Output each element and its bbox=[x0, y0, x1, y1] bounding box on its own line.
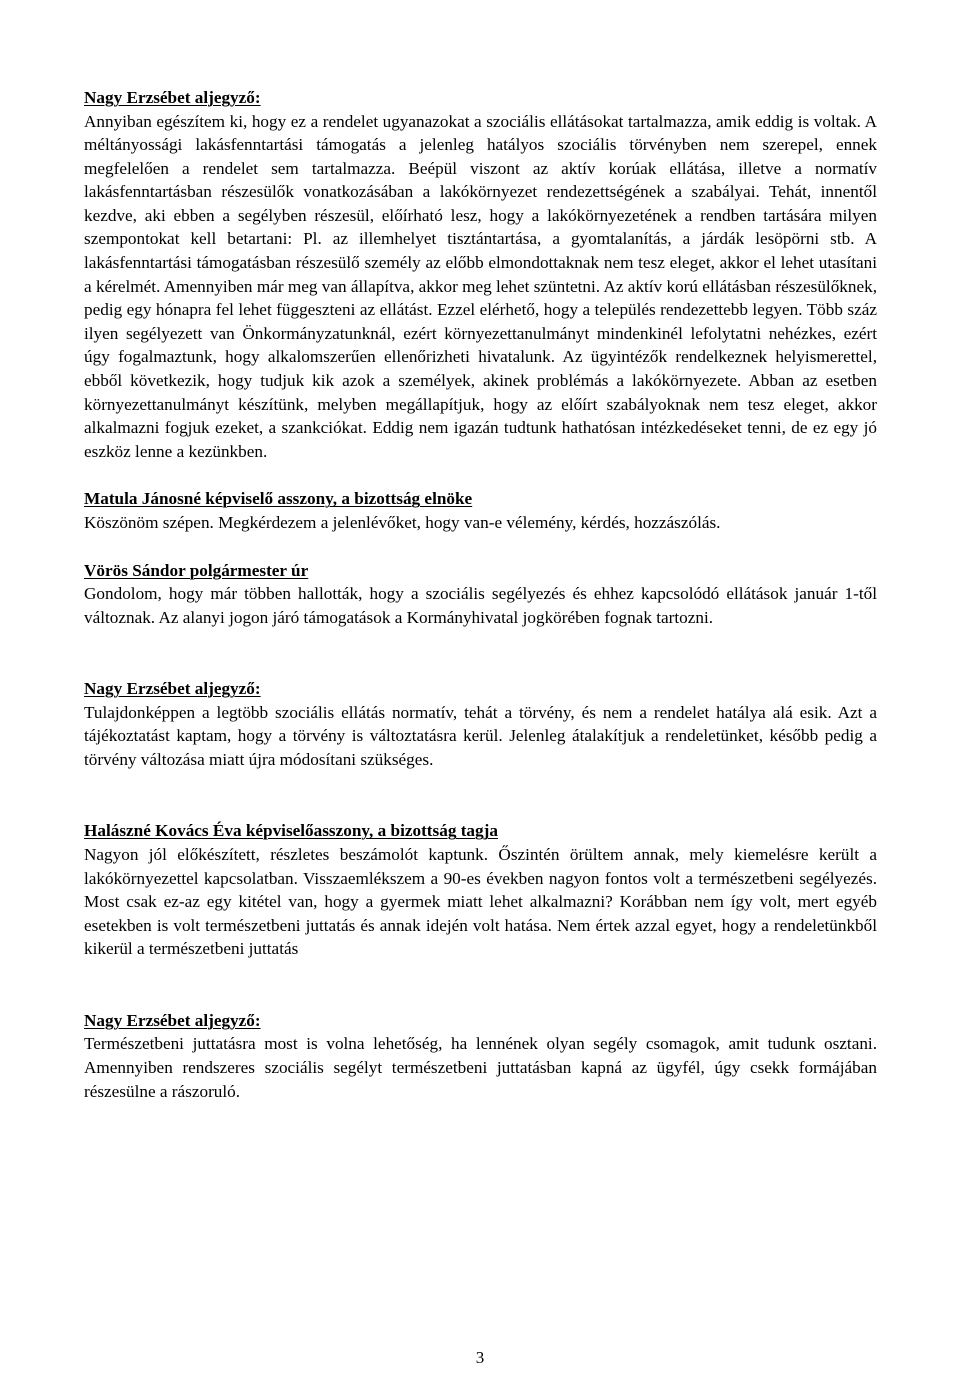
speaker-name: Halászné Kovács Éva képviselőasszony, a bizottság tagja bbox=[84, 821, 498, 841]
spacer bbox=[84, 629, 877, 677]
speech-block bbox=[84, 819, 877, 960]
speech-block bbox=[84, 1009, 877, 1103]
spacer bbox=[84, 961, 877, 1009]
speech-text: Nagyon jól előkészített, részletes beszámolót kaptunk. Őszintén örültem annak, mely kiemelésre került a lakókörnyezettel kapcsolatban. Visszaemlékszem a 90-es években nagyon fontos volt a természetbeni segélyezés. Most csak ez-az egy kitétel van, hogy a gyermek miatt lehet alkalmazni? Korábban nem így volt, mert egyéb esetekben is volt természetbeni juttatás és annak idején volt hatása. Nem értek azzal egyet, hogy a rendeletünkből kikerül a természetbeni juttatás bbox=[84, 844, 877, 959]
spacer bbox=[84, 771, 877, 819]
document-page bbox=[84, 86, 877, 1103]
speech-block bbox=[84, 86, 877, 463]
speech-text: Gondolom, hogy már többen hallották, hogy a szociális segélyezés és ehhez kapcsolódó ellátások január 1-től változnak. Az alanyi jogon járó támogatások a Kormányhivatal jogkörében fognak tartozni. bbox=[84, 584, 877, 627]
speech-block bbox=[84, 487, 877, 534]
speech-block bbox=[84, 559, 877, 630]
speaker-name: Nagy Erzsébet aljegyző: bbox=[84, 679, 261, 699]
spacer bbox=[84, 463, 877, 487]
spacer bbox=[84, 535, 877, 559]
speaker-name: Nagy Erzsébet aljegyző: bbox=[84, 1010, 261, 1030]
speech-text: Tulajdonképpen a legtöbb szociális ellátás normatív, tehát a törvény, és nem a rendelet hatálya alá esik. Azt a tájékoztatást kaptam, hogy a törvény is változtatásra kerül. Jelenleg átalakítjuk a rendeletünket, később pedig a törvény változása miatt újra módosítani szükséges. bbox=[84, 702, 877, 769]
speaker-name: Nagy Erzsébet aljegyző: bbox=[84, 88, 261, 107]
speech-text: Természetbeni juttatásra most is volna lehetőség, ha lennének olyan segély csomagok, amit tudunk osztani. Amennyiben rendszeres szociális segélyt természetbeni juttatásban kapná az ügyfél, úgy csekk formájában részesülne a rászoruló. bbox=[84, 1034, 877, 1101]
speaker-name: Matula Jánosné képviselő asszony, a bizottság elnöke bbox=[84, 489, 473, 509]
speech-text: Köszönöm szépen. Megkérdezem a jelenlévőket, hogy van-e vélemény, kérdés, hozzászólás. bbox=[84, 512, 721, 532]
speech-block bbox=[84, 677, 877, 771]
speaker-name: Vörös Sándor polgármester úr bbox=[84, 560, 309, 580]
speech-text: Annyiban egészítem ki, hogy ez a rendelet ugyanazokat a szociális ellátásokat tartalmazza, amik eddig is voltak. A méltányossági lakásfenntartási támogatás a jelenleg hatályos szociális törvényben nem szerepel, ennek megfelelően a rendelet sem tartalmazza. Beépül viszont az aktív korúak ellátása, illetve a normatív lakásfenntartásban részesülők vonatkozásában a lakókörnyezet rendezettségének a szabályai. Tehát, innentől kezdve, aki ebben a segélyben részesül, előírható lesz, hogy a lakókörnyezetének a rendben tartására milyen szempontokat kell betartani: Pl. az illemhelyet tisztántartása, a gyomtalanítás, a járdák lesöpörni stb. A lakásfenntartási támogatásban részesülő személy az előbb elmondottaknak nem tesz eleget, akkor el lehet utasítani a kérelmét. Amennyiben már meg van állapítva, akkor meg lehet szüntetni. Az aktív korú ellátásban részesülőknek, pedig egy hónapra fel lehet függeszteni az ellátást. Ezzel elérhető, hogy a település rendezettebb legyen. Több száz ilyen segélyezett van Önkormányzatunknál, ezért környezettanulmányt mindenkinél lefolytatni nehézkes, ezért úgy fogalmaztunk, hogy alkalomszerűen ellenőrizheti hivatalunk. Az ügyintézők rendelkeznek helyismerettel, ebből következik, hogy tudjuk kik azok a személyek, akinek problémás a lakókörnyezete. Abban az esetben környezettanulmányt készítünk, melyben megállapítjuk, hogy az előírt szabályoknak nem tesz eleget, akkor alkalmazni fogjuk ezeket, a szankciókat. Eddig nem igazán tudtunk hathatósan intézkedéseket tenni, de ez egy jó eszköz lenne a kezünkben. bbox=[84, 111, 877, 461]
page-number: 3 bbox=[475, 1348, 485, 1367]
